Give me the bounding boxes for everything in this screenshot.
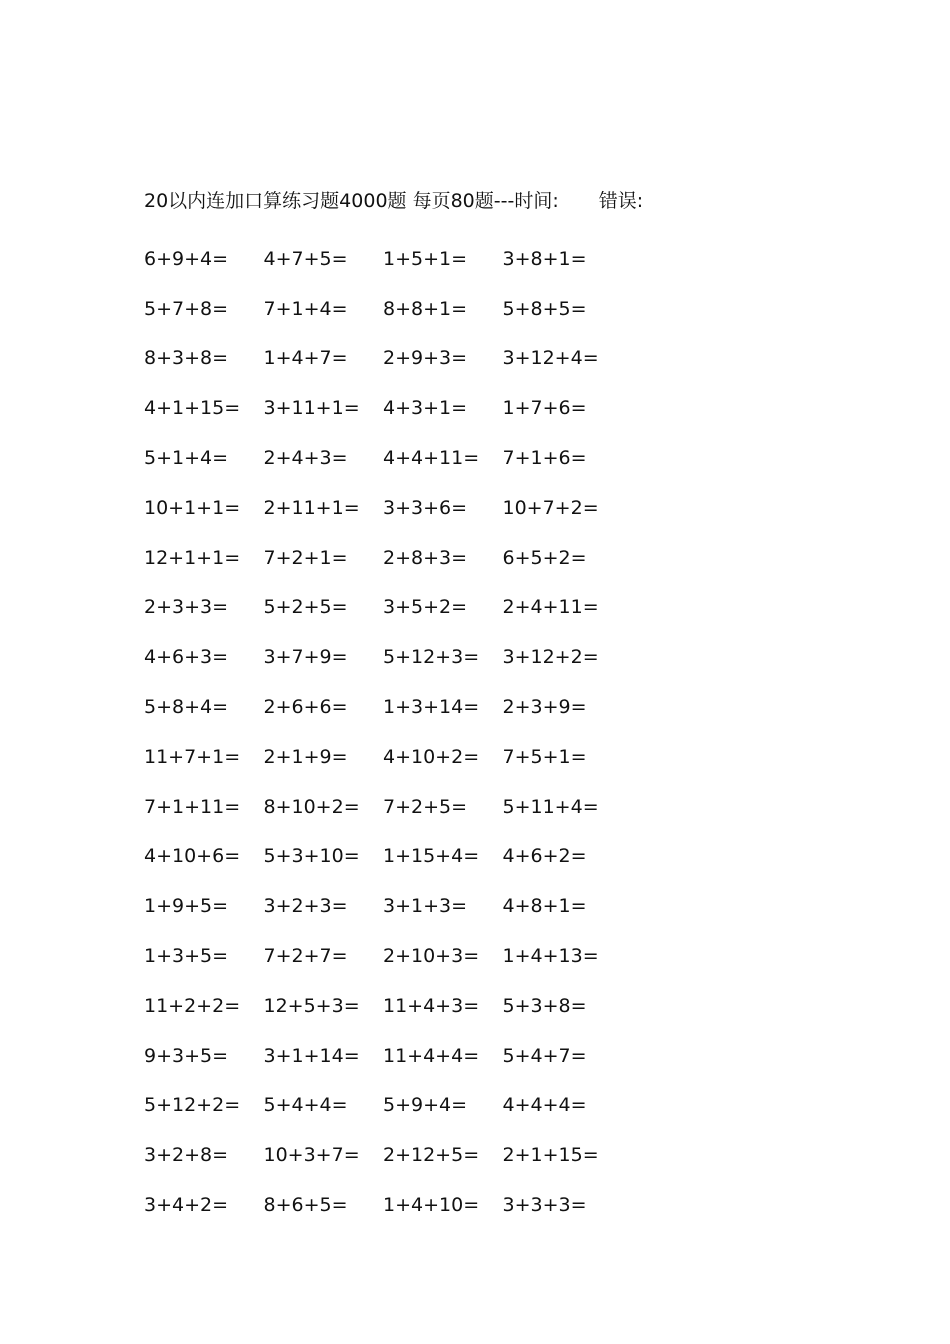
problem-row [144,1031,664,1081]
problem-row [144,832,664,882]
problem-item: 2+3+9= [502,696,587,719]
errors-label: 错误: [598,190,644,212]
problem-item: 3+1+14= [263,1044,360,1067]
problem-row [144,383,664,433]
problem-item: 3+11+1= [263,397,360,420]
problem-item: 4+10+6= [144,845,241,868]
problem-item: 3+2+3= [263,895,348,918]
problem-item: 5+4+7= [502,1044,587,1067]
problem-item: 2+12+5= [383,1144,480,1167]
problem-row [144,583,664,633]
problem-item: 5+8+4= [144,696,229,719]
problem-item: 4+4+4= [502,1094,587,1117]
problem-item: 11+4+3= [383,994,480,1017]
problem-item: 3+7+9= [263,646,348,669]
problem-row [144,433,664,483]
problem-item: 4+6+2= [502,845,587,868]
problem-item: 5+12+3= [383,646,480,669]
problem-item: 12+5+3= [263,994,360,1017]
problem-item: 1+4+7= [263,347,348,370]
problem-item: 10+1+1= [144,496,241,519]
problem-row [144,782,664,832]
problem-item: 3+3+3= [502,1194,587,1217]
problem-item: 4+7+5= [263,247,348,270]
problem-item: 7+2+1= [263,546,348,569]
problem-item: 2+3+3= [144,596,229,619]
problem-item: 5+8+5= [502,297,587,320]
problem-item: 1+15+4= [383,845,480,868]
problem-item: 3+4+2= [144,1194,229,1217]
problem-item: 7+2+5= [383,795,468,818]
problem-row [144,682,664,732]
problem-item: 5+9+4= [383,1094,468,1117]
problem-item: 3+3+6= [383,496,468,519]
problem-item: 2+1+15= [502,1144,599,1167]
problem-row [144,881,664,931]
problem-item: 4+4+11= [383,447,480,470]
problem-row [144,483,664,533]
problem-row [144,234,664,284]
problem-item: 6+5+2= [502,546,587,569]
problem-item: 3+2+8= [144,1144,229,1167]
problem-item: 11+2+2= [144,994,241,1017]
problem-row [144,1081,664,1131]
problem-row [144,533,664,583]
problem-item: 5+3+8= [502,994,587,1017]
problem-grid [144,234,664,1230]
problem-row [144,931,664,981]
problem-item: 4+8+1= [502,895,587,918]
problem-item: 8+3+8= [144,347,229,370]
problem-item: 2+9+3= [383,347,468,370]
problem-item: 5+11+4= [502,795,599,818]
problem-row [144,1180,664,1230]
problem-row [144,334,664,384]
problem-item: 2+4+3= [263,447,348,470]
problem-item: 4+3+1= [383,397,468,420]
problem-item: 3+5+2= [383,596,468,619]
worksheet-title: 20以内连加口算练习题4000题 每页80题---时间: [144,190,559,212]
problem-item: 8+10+2= [263,795,360,818]
problem-item: 1+3+5= [144,945,229,968]
problem-item: 2+6+6= [263,696,348,719]
problem-item: 3+8+1= [502,247,587,270]
problem-row [144,284,664,334]
problem-item: 4+10+2= [383,745,480,768]
problem-item: 10+3+7= [263,1144,360,1167]
problem-item: 1+4+13= [502,945,599,968]
problem-item: 2+11+1= [263,496,360,519]
problem-item: 5+3+10= [263,845,360,868]
problem-row [144,1130,664,1180]
problem-item: 4+1+15= [144,397,241,420]
problem-item: 7+1+4= [263,297,348,320]
problem-item: 3+1+3= [383,895,468,918]
problem-item: 1+7+6= [502,397,587,420]
problem-item: 2+1+9= [263,745,348,768]
problem-item: 4+6+3= [144,646,229,669]
problem-item: 1+4+10= [383,1194,480,1217]
problem-item: 8+6+5= [263,1194,348,1217]
problem-item: 10+7+2= [502,496,599,519]
problem-item: 7+5+1= [502,745,587,768]
problem-item: 2+8+3= [383,546,468,569]
problem-item: 1+5+1= [383,247,468,270]
problem-item: 9+3+5= [144,1044,229,1067]
problem-item: 11+4+4= [383,1044,480,1067]
problem-item: 11+7+1= [144,745,241,768]
problem-item: 5+4+4= [263,1094,348,1117]
problem-item: 1+3+14= [383,696,480,719]
problem-row [144,632,664,682]
problem-item: 8+8+1= [383,297,468,320]
problem-item: 5+12+2= [144,1094,241,1117]
problem-item: 3+12+4= [502,347,599,370]
problem-item: 7+1+6= [502,447,587,470]
problem-row [144,981,664,1031]
worksheet-header [144,186,643,216]
problem-row [144,732,664,782]
problem-item: 2+10+3= [383,945,480,968]
problem-item: 7+2+7= [263,945,348,968]
problem-item: 12+1+1= [144,546,241,569]
problem-item: 7+1+11= [144,795,241,818]
problem-item: 5+7+8= [144,297,229,320]
problem-item: 5+1+4= [144,447,229,470]
problem-item: 2+4+11= [502,596,599,619]
problem-item: 6+9+4= [144,247,229,270]
problem-item: 3+12+2= [502,646,599,669]
problem-item: 5+2+5= [263,596,348,619]
problem-item: 1+9+5= [144,895,229,918]
